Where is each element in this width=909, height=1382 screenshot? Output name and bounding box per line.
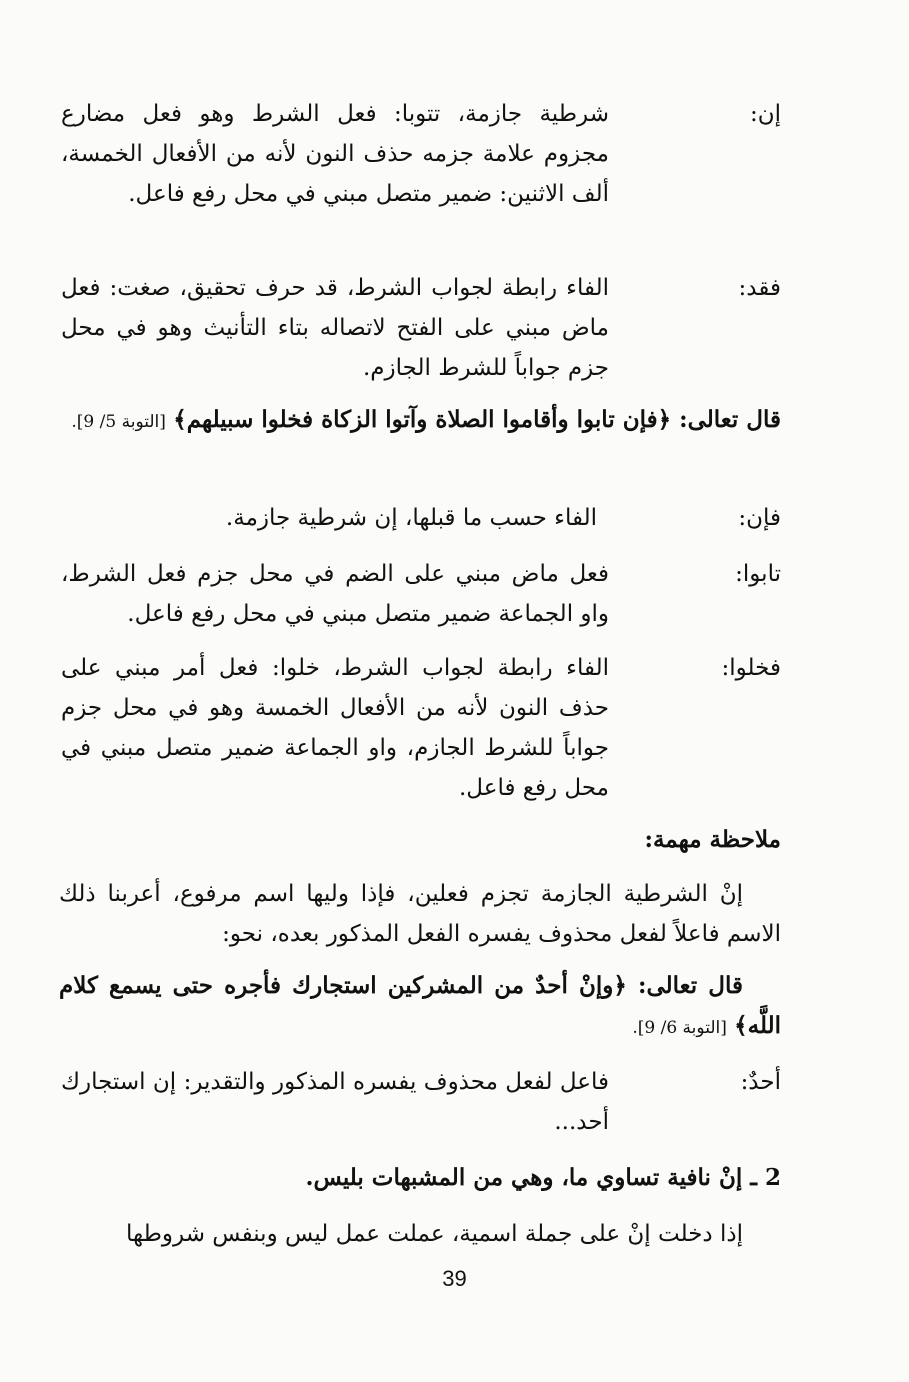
quran-verse-1: [59, 400, 781, 442]
entry-definition: فاعل لفعل محذوف يفسره المذكور والتقدير: إن استجارك أحد...: [61, 1069, 609, 1135]
verse-reference: [التوبة 5/ 9].: [71, 412, 166, 432]
entry-definition: الفاء رابطة لجواب الشرط، خلوا: فعل أمر مبني على حذف النون لأنه من الأفعال الخمسة وهو في محل جزم جواباً للشرط الجازم، واو الجماعة ضمير متصل مبني في محل رفع فاعل.: [61, 655, 609, 801]
page-number: 39: [442, 1266, 467, 1291]
verse-text: قال تعالى: ﴿فإن تابوا وأقاموا الصلاة وآتوا الزكاة فخلوا سبيلهم﴾: [173, 406, 781, 433]
verse-text: قال تعالى: ﴿وإنْ أحدٌ من المشركين استجارك فأجره حتى يسمع كلام اللَّه﴾: [59, 972, 781, 1039]
entry-definition: الفاء حسب ما قبلها، إن شرطية جازمة.: [225, 505, 597, 531]
entry-term: أحدٌ:: [740, 1069, 781, 1095]
entry-definition: شرطية جازمة، تتوبا: فعل الشرط وهو فعل مضارع مجزوم علامة جزمه حذف النون لأنه من الأفعال الخمسة، ألف الاثنين: ضمير متصل مبني في محل رفع فاعل.: [61, 101, 609, 207]
note-text: إنْ الشرطية الجازمة تجزم فعلين، فإذا وليها اسم مرفوع، أعربنا ذلك الاسم فاعلاً لفعل محذوف يفسره الفعل المذكور بعده، نحو:: [59, 881, 781, 947]
entry-term: فقد:: [738, 275, 781, 301]
entry-term: فخلوا:: [721, 655, 781, 681]
verse-reference: [التوبة 6/ 9].: [632, 1018, 727, 1038]
entry-definition: الفاء رابطة لجواب الشرط، قد حرف تحقيق، صغت: فعل ماض مبني على الفتح لاتصاله بتاء التأنيث وهو في محل جزم جواباً للشرط الجازم.: [61, 275, 609, 381]
entry-term: إن:: [749, 101, 781, 127]
note-title: ملاحظة مهمة:: [644, 826, 781, 853]
section-heading: 2 ـ إنْ نافية تساوي ما، وهي من المشبهات بليس.: [305, 1164, 781, 1191]
entry-term: فإن:: [738, 505, 781, 531]
entry-definition: فعل ماض مبني على الضم في محل جزم فعل الشرط، واو الجماعة ضمير متصل مبني في محل رفع فاعل.: [61, 561, 609, 627]
quran-verse-2: [59, 966, 781, 1048]
entry-term: تابوا:: [735, 561, 781, 587]
closing-text: إذا دخلت إنْ على جملة اسمية، عملت عمل ليس وبنفس شروطها: [125, 1221, 743, 1247]
